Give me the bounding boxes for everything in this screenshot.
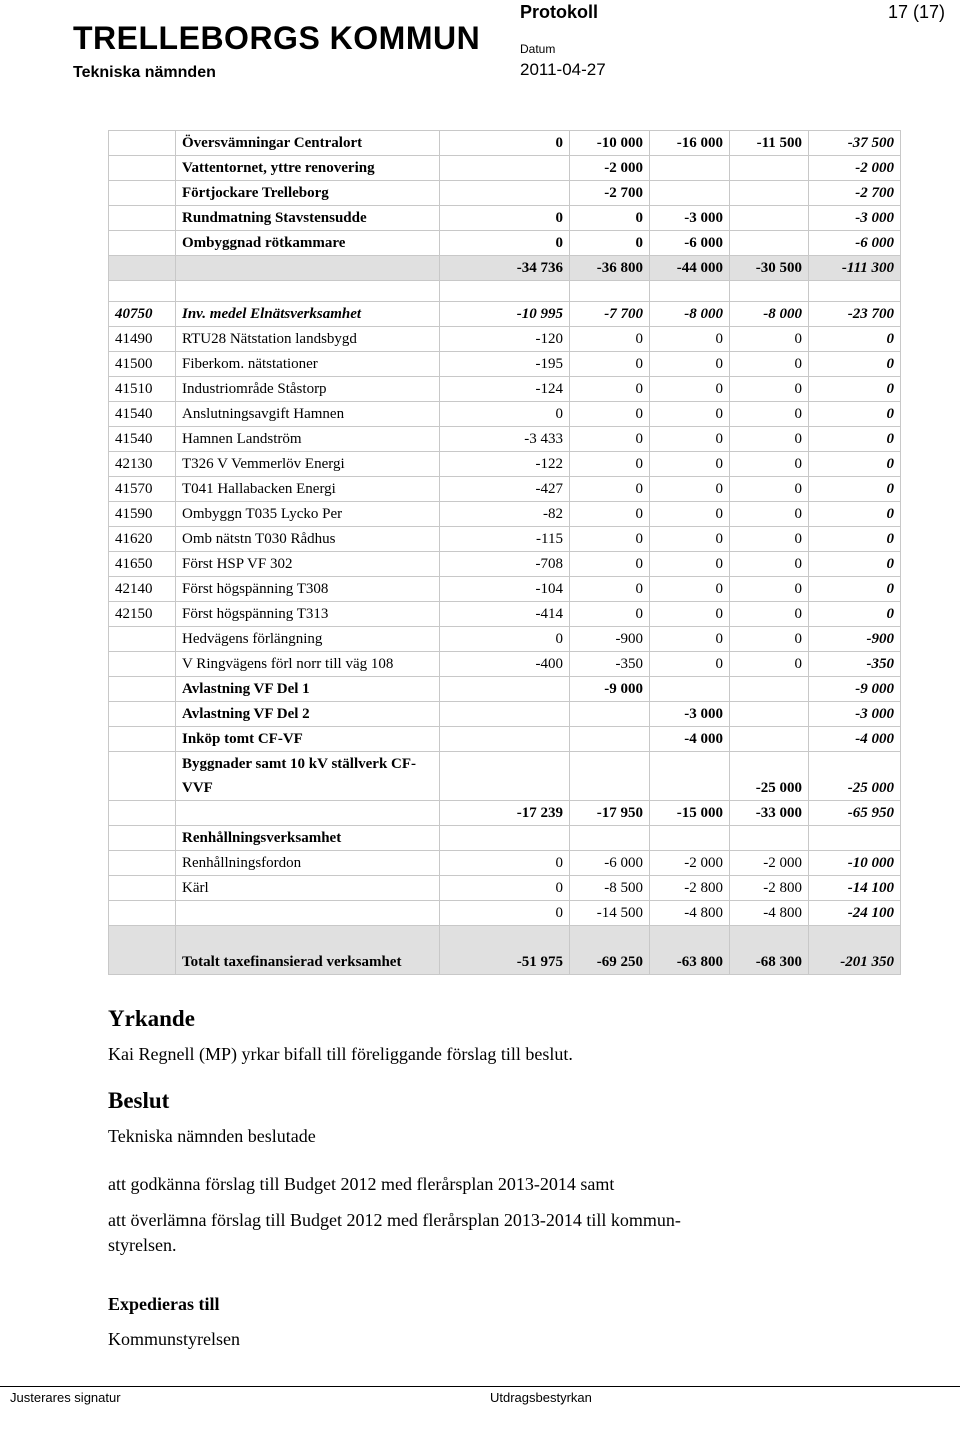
table-row xyxy=(109,156,901,181)
cell-v4: 0 xyxy=(730,602,809,627)
cell-tot: -37 500 xyxy=(809,131,901,156)
cell-v4: -8 000 xyxy=(730,302,809,327)
cell-v2: 0 xyxy=(570,527,650,552)
table-row xyxy=(109,702,901,727)
cell-v2: -14 500 xyxy=(570,901,650,926)
cell-name: Hamnen Landström xyxy=(176,427,440,452)
beslut-item-1: att godkänna förslag till Budget 2012 med flerårsplan 2013-2014 samt xyxy=(108,1174,615,1194)
cell-v3: 0 xyxy=(650,502,730,527)
cell-v2: 0 xyxy=(570,452,650,477)
cell-v4: 0 xyxy=(730,377,809,402)
cell-name: Ombyggn T035 Lycko Per xyxy=(176,502,440,527)
table-row xyxy=(109,577,901,602)
cell-v1: -34 736 xyxy=(440,256,570,281)
footer-signature-label: Justerares signatur xyxy=(10,1390,121,1405)
cell-v4: 0 xyxy=(730,552,809,577)
cell-v3 xyxy=(650,677,730,702)
cell-name xyxy=(176,256,440,281)
cell-v2: -17 950 xyxy=(570,801,650,826)
cell-v4 xyxy=(730,206,809,231)
cell-code xyxy=(109,652,176,677)
cell-tot: 0 xyxy=(809,577,901,602)
cell-v4 xyxy=(730,156,809,181)
table-row xyxy=(109,256,901,281)
cell-v1 xyxy=(440,281,570,302)
cell-v2: -7 700 xyxy=(570,302,650,327)
cell-code xyxy=(109,181,176,206)
cell-code: 42130 xyxy=(109,452,176,477)
cell-v1 xyxy=(440,677,570,702)
table-row xyxy=(109,427,901,452)
cell-tot: 0 xyxy=(809,452,901,477)
cell-v2: 0 xyxy=(570,552,650,577)
table-row xyxy=(109,926,901,975)
table-row xyxy=(109,302,901,327)
cell-v4: 0 xyxy=(730,652,809,677)
cell-tot: -25 000 xyxy=(809,752,901,801)
cell-name: Avlastning VF Del 1 xyxy=(176,677,440,702)
cell-tot: -9 000 xyxy=(809,677,901,702)
cell-name: Inv. medel Elnätsverksamhet xyxy=(176,302,440,327)
document-type: Protokoll xyxy=(520,2,599,22)
cell-v2: -350 xyxy=(570,652,650,677)
table-row xyxy=(109,876,901,901)
cell-v4: -4 800 xyxy=(730,901,809,926)
cell-v2: -9 000 xyxy=(570,677,650,702)
table-row xyxy=(109,452,901,477)
cell-v3: 0 xyxy=(650,402,730,427)
cell-tot: -2 000 xyxy=(809,156,901,181)
cell-tot: -201 350 xyxy=(809,926,901,975)
cell-v3: 0 xyxy=(650,627,730,652)
cell-name: Omb nätstn T030 Rådhus xyxy=(176,527,440,552)
cell-v3: -63 800 xyxy=(650,926,730,975)
table-row xyxy=(109,677,901,702)
cell-v1: -17 239 xyxy=(440,801,570,826)
footer-certification-label: Utdragsbestyrkan xyxy=(490,1390,592,1405)
cell-code: 41510 xyxy=(109,377,176,402)
cell-v1 xyxy=(440,752,570,801)
cell-name: Totalt taxefinansierad verksamhet xyxy=(176,926,440,975)
table-row xyxy=(109,281,901,302)
cell-tot: 0 xyxy=(809,327,901,352)
cell-code xyxy=(109,131,176,156)
table-row xyxy=(109,352,901,377)
cell-name: Renhållningsverksamhet xyxy=(176,826,440,851)
cell-name: Anslutningsavgift Hamnen xyxy=(176,402,440,427)
cell-v3 xyxy=(650,181,730,206)
cell-tot: 0 xyxy=(809,477,901,502)
cell-v4: 0 xyxy=(730,427,809,452)
cell-name: Avlastning VF Del 2 xyxy=(176,702,440,727)
yrkande-text: Kai Regnell (MP) yrkar bifall till föreliggande förslag till beslut. xyxy=(108,1044,573,1064)
budget-table xyxy=(108,130,901,975)
cell-v3: -2 000 xyxy=(650,851,730,876)
table-row xyxy=(109,652,901,677)
cell-v4: 0 xyxy=(730,577,809,602)
table-row xyxy=(109,502,901,527)
cell-tot: -10 000 xyxy=(809,851,901,876)
cell-code: 41570 xyxy=(109,477,176,502)
expedieras-heading: Expedieras till xyxy=(108,1294,220,1314)
cell-v1 xyxy=(440,702,570,727)
cell-code: 41540 xyxy=(109,402,176,427)
cell-v2: 0 xyxy=(570,327,650,352)
cell-code xyxy=(109,627,176,652)
cell-tot: -111 300 xyxy=(809,256,901,281)
cell-v4: 0 xyxy=(730,502,809,527)
cell-v1: -10 995 xyxy=(440,302,570,327)
cell-v3: 0 xyxy=(650,527,730,552)
cell-v2: -36 800 xyxy=(570,256,650,281)
cell-code xyxy=(109,876,176,901)
cell-code: 42140 xyxy=(109,577,176,602)
cell-v4: -68 300 xyxy=(730,926,809,975)
cell-v4: -25 000 xyxy=(730,752,809,801)
cell-name: Förtjockare Trelleborg xyxy=(176,181,440,206)
cell-v1: -115 xyxy=(440,527,570,552)
cell-code xyxy=(109,727,176,752)
cell-tot: -14 100 xyxy=(809,876,901,901)
table-row xyxy=(109,826,901,851)
board-name: Tekniska nämnden xyxy=(73,64,216,81)
beslut-item-2-line-1: att överlämna förslag till Budget 2012 med flerårsplan 2013-2014 till kommun- xyxy=(108,1210,681,1230)
cell-v1: -82 xyxy=(440,502,570,527)
cell-code: 41620 xyxy=(109,527,176,552)
cell-name: Renhållningsfordon xyxy=(176,851,440,876)
cell-v2: -2 700 xyxy=(570,181,650,206)
cell-v3: -8 000 xyxy=(650,302,730,327)
cell-v3: 0 xyxy=(650,452,730,477)
cell-v2: 0 xyxy=(570,502,650,527)
cell-v2: -69 250 xyxy=(570,926,650,975)
cell-name: Fiberkom. nätstationer xyxy=(176,352,440,377)
cell-v3: -15 000 xyxy=(650,801,730,826)
cell-code xyxy=(109,231,176,256)
cell-tot: -2 700 xyxy=(809,181,901,206)
cell-name: RTU28 Nätstation landsbygd xyxy=(176,327,440,352)
cell-tot: 0 xyxy=(809,602,901,627)
cell-v4: 0 xyxy=(730,477,809,502)
cell-v1: -400 xyxy=(440,652,570,677)
cell-v2: 0 xyxy=(570,577,650,602)
cell-v2: 0 xyxy=(570,477,650,502)
cell-v3: -44 000 xyxy=(650,256,730,281)
cell-v1: -124 xyxy=(440,377,570,402)
cell-v3: -4 800 xyxy=(650,901,730,926)
beslut-item-2-line-2: styrelsen. xyxy=(108,1235,177,1255)
cell-v2: -900 xyxy=(570,627,650,652)
cell-v1: 0 xyxy=(440,901,570,926)
cell-v1: -195 xyxy=(440,352,570,377)
cell-code xyxy=(109,677,176,702)
table-row xyxy=(109,231,901,256)
cell-tot: -4 000 xyxy=(809,727,901,752)
cell-v3 xyxy=(650,156,730,181)
table-row xyxy=(109,402,901,427)
cell-v2: 0 xyxy=(570,402,650,427)
cell-v2 xyxy=(570,826,650,851)
cell-name: Först högspänning T313 xyxy=(176,602,440,627)
cell-v4: -2 800 xyxy=(730,876,809,901)
cell-v1: 0 xyxy=(440,851,570,876)
cell-v1: 0 xyxy=(440,231,570,256)
cell-name: Inköp tomt CF-VF xyxy=(176,727,440,752)
cell-name xyxy=(176,901,440,926)
cell-v2: -10 000 xyxy=(570,131,650,156)
document-date: 2011-04-27 xyxy=(520,60,606,79)
cell-v3 xyxy=(650,281,730,302)
cell-v1: -122 xyxy=(440,452,570,477)
cell-v2: 0 xyxy=(570,206,650,231)
cell-code xyxy=(109,851,176,876)
cell-v3 xyxy=(650,826,730,851)
cell-v4 xyxy=(730,677,809,702)
cell-v4 xyxy=(730,231,809,256)
cell-v3: -6 000 xyxy=(650,231,730,256)
cell-name xyxy=(176,281,440,302)
yrkande-heading: Yrkande xyxy=(108,1006,195,1031)
table-row xyxy=(109,552,901,577)
table-row xyxy=(109,752,901,801)
cell-tot: -900 xyxy=(809,627,901,652)
cell-v4 xyxy=(730,702,809,727)
cell-v4 xyxy=(730,727,809,752)
cell-tot: 0 xyxy=(809,402,901,427)
cell-v2: -8 500 xyxy=(570,876,650,901)
cell-v1: -3 433 xyxy=(440,427,570,452)
cell-name: Vattentornet, yttre renovering xyxy=(176,156,440,181)
cell-v2 xyxy=(570,702,650,727)
cell-v1: -51 975 xyxy=(440,926,570,975)
cell-v4: -30 500 xyxy=(730,256,809,281)
cell-v2: -6 000 xyxy=(570,851,650,876)
cell-v2: -2 000 xyxy=(570,156,650,181)
cell-v1: 0 xyxy=(440,627,570,652)
footer-divider xyxy=(0,1386,960,1387)
cell-tot: 0 xyxy=(809,352,901,377)
cell-v3: 0 xyxy=(650,652,730,677)
cell-code xyxy=(109,801,176,826)
cell-tot: -65 950 xyxy=(809,801,901,826)
date-label: Datum xyxy=(520,42,556,56)
cell-name: Översvämningar Centralort xyxy=(176,131,440,156)
cell-name: Rundmatning Stavstensudde xyxy=(176,206,440,231)
table-row xyxy=(109,851,901,876)
cell-tot: 0 xyxy=(809,502,901,527)
table-row xyxy=(109,181,901,206)
cell-v2: 0 xyxy=(570,352,650,377)
cell-code xyxy=(109,901,176,926)
cell-v4: -33 000 xyxy=(730,801,809,826)
cell-v4: 0 xyxy=(730,402,809,427)
cell-v3: -3 000 xyxy=(650,702,730,727)
cell-code xyxy=(109,752,176,801)
table-row xyxy=(109,131,901,156)
cell-tot: 0 xyxy=(809,552,901,577)
cell-v2 xyxy=(570,752,650,801)
table-row xyxy=(109,477,901,502)
cell-tot: -23 700 xyxy=(809,302,901,327)
cell-code xyxy=(109,256,176,281)
cell-v2 xyxy=(570,727,650,752)
cell-code: 40750 xyxy=(109,302,176,327)
cell-tot: -6 000 xyxy=(809,231,901,256)
page-number: 17 (17) xyxy=(888,2,946,22)
table-row xyxy=(109,527,901,552)
table-row xyxy=(109,727,901,752)
cell-v3: 0 xyxy=(650,377,730,402)
cell-v2 xyxy=(570,281,650,302)
cell-code: 41590 xyxy=(109,502,176,527)
cell-v1 xyxy=(440,826,570,851)
cell-tot: 0 xyxy=(809,377,901,402)
cell-name: Kärl xyxy=(176,876,440,901)
cell-v1: -708 xyxy=(440,552,570,577)
cell-v1: 0 xyxy=(440,402,570,427)
beslut-heading: Beslut xyxy=(108,1088,170,1113)
cell-v3: 0 xyxy=(650,427,730,452)
cell-tot: -24 100 xyxy=(809,901,901,926)
expedieras-recipient: Kommunstyrelsen xyxy=(108,1329,240,1349)
cell-code: 41490 xyxy=(109,327,176,352)
cell-code xyxy=(109,926,176,975)
cell-v1: -414 xyxy=(440,602,570,627)
cell-code: 41540 xyxy=(109,427,176,452)
cell-tot xyxy=(809,826,901,851)
table-row xyxy=(109,602,901,627)
cell-code: 42150 xyxy=(109,602,176,627)
cell-v4 xyxy=(730,181,809,206)
cell-v3: -16 000 xyxy=(650,131,730,156)
cell-v3: 0 xyxy=(650,577,730,602)
cell-code: 41650 xyxy=(109,552,176,577)
cell-v3: 0 xyxy=(650,352,730,377)
cell-v4 xyxy=(730,281,809,302)
cell-name: Byggnader samt 10 kV ställverk CF-VVF xyxy=(176,752,440,801)
cell-v1: 0 xyxy=(440,206,570,231)
cell-v4 xyxy=(730,826,809,851)
cell-code xyxy=(109,702,176,727)
cell-code xyxy=(109,281,176,302)
cell-tot: -3 000 xyxy=(809,702,901,727)
cell-name: V Ringvägens förl norr till väg 108 xyxy=(176,652,440,677)
table-row xyxy=(109,206,901,231)
organization-name: TRELLEBORGS KOMMUN xyxy=(73,20,481,56)
cell-v4: -2 000 xyxy=(730,851,809,876)
cell-v1: -104 xyxy=(440,577,570,602)
cell-tot: 0 xyxy=(809,427,901,452)
cell-code xyxy=(109,206,176,231)
beslut-intro: Tekniska nämnden beslutade xyxy=(108,1126,316,1146)
cell-name: Först högspänning T308 xyxy=(176,577,440,602)
cell-v3: -2 800 xyxy=(650,876,730,901)
table-row xyxy=(109,377,901,402)
cell-v2: 0 xyxy=(570,602,650,627)
cell-name: T041 Hallabacken Energi xyxy=(176,477,440,502)
cell-code xyxy=(109,156,176,181)
cell-v4: 0 xyxy=(730,452,809,477)
cell-tot: 0 xyxy=(809,527,901,552)
cell-v2: 0 xyxy=(570,427,650,452)
cell-v4: 0 xyxy=(730,527,809,552)
cell-name: Hedvägens förlängning xyxy=(176,627,440,652)
table-row xyxy=(109,801,901,826)
cell-code: 41500 xyxy=(109,352,176,377)
table-row xyxy=(109,327,901,352)
cell-v1 xyxy=(440,156,570,181)
cell-name: T326 V Vemmerlöv Energi xyxy=(176,452,440,477)
cell-tot: -350 xyxy=(809,652,901,677)
cell-v3: 0 xyxy=(650,552,730,577)
cell-tot xyxy=(809,281,901,302)
cell-name: Ombyggnad rötkammare xyxy=(176,231,440,256)
cell-v1 xyxy=(440,181,570,206)
cell-v4: -11 500 xyxy=(730,131,809,156)
cell-v4: 0 xyxy=(730,352,809,377)
cell-v1: -427 xyxy=(440,477,570,502)
table-row xyxy=(109,627,901,652)
cell-v1: 0 xyxy=(440,876,570,901)
cell-v2: 0 xyxy=(570,231,650,256)
cell-v3: 0 xyxy=(650,477,730,502)
cell-v4: 0 xyxy=(730,327,809,352)
cell-v1: -120 xyxy=(440,327,570,352)
cell-v1 xyxy=(440,727,570,752)
cell-v3: -3 000 xyxy=(650,206,730,231)
table-row xyxy=(109,901,901,926)
cell-v2: 0 xyxy=(570,377,650,402)
cell-v3: 0 xyxy=(650,327,730,352)
cell-v4: 0 xyxy=(730,627,809,652)
cell-name xyxy=(176,801,440,826)
cell-name: Först HSP VF 302 xyxy=(176,552,440,577)
cell-v1: 0 xyxy=(440,131,570,156)
cell-code xyxy=(109,826,176,851)
cell-name: Industriområde Ståstorp xyxy=(176,377,440,402)
cell-v3 xyxy=(650,752,730,801)
cell-v3: -4 000 xyxy=(650,727,730,752)
cell-tot: -3 000 xyxy=(809,206,901,231)
cell-v3: 0 xyxy=(650,602,730,627)
